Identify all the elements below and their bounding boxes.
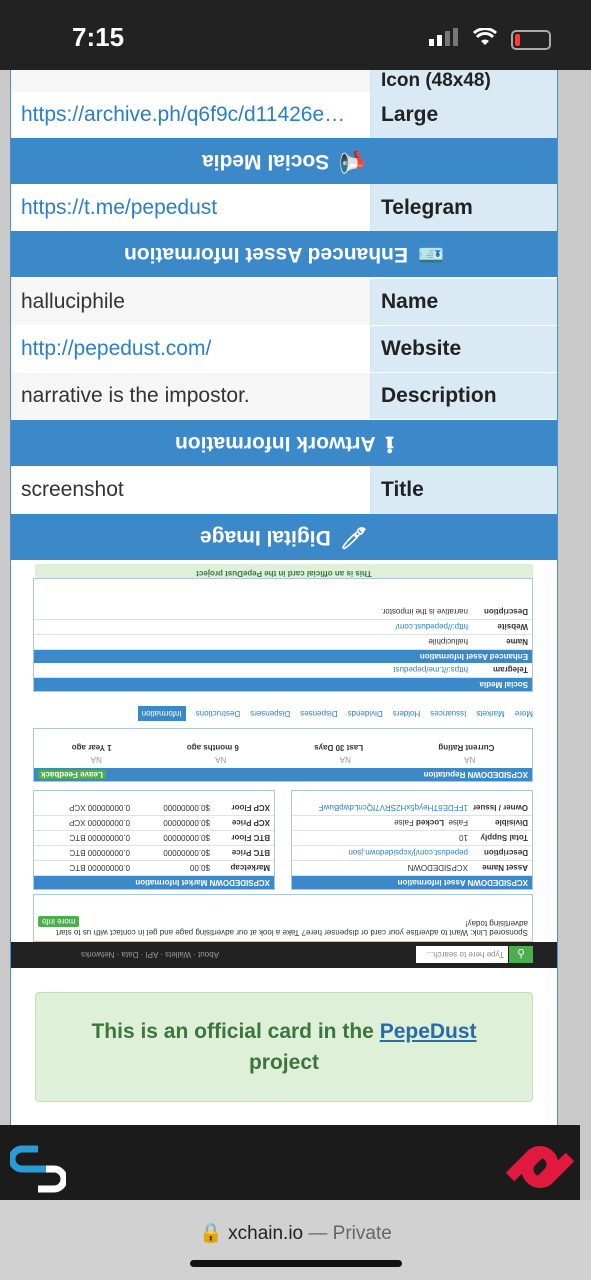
mini-key: Name bbox=[506, 637, 528, 647]
digital-image-title: Digital Image bbox=[200, 526, 332, 549]
mini-asset-key: Description bbox=[483, 848, 528, 858]
mini-market-val: $0.00 bbox=[189, 863, 210, 873]
mini-key: Description bbox=[483, 607, 528, 617]
official-card-notice bbox=[35, 992, 533, 1102]
info-icon: ℹ bbox=[385, 431, 394, 455]
mini-asset-info bbox=[291, 790, 533, 890]
mini-market-key: BTC Floor bbox=[231, 833, 270, 843]
artwork-header bbox=[11, 420, 557, 466]
mini-sponsored-box bbox=[33, 894, 533, 942]
mini-tabs bbox=[35, 704, 533, 724]
megaphone-icon: 📢 bbox=[339, 150, 366, 173]
title-value: screenshot bbox=[11, 466, 371, 514]
mini-reputation bbox=[33, 728, 533, 782]
artwork-bottom-strip bbox=[0, 1125, 580, 1200]
mini-details bbox=[33, 578, 533, 692]
large-link[interactable]: https://archive.ph/q6f9c/d11426e… bbox=[21, 103, 346, 126]
mini-rating: NA bbox=[464, 755, 476, 765]
description-label: Description bbox=[371, 373, 557, 419]
mini-val: https://t.me/pepedust bbox=[393, 665, 468, 675]
mini-market-val: 0.00000000 XCP bbox=[69, 803, 130, 813]
home-indicator[interactable] bbox=[190, 1260, 402, 1267]
official-suffix: project bbox=[248, 1051, 319, 1074]
mini-market-key: Marketcap bbox=[230, 863, 270, 873]
mini-market-val: $0.00000000 bbox=[163, 848, 210, 858]
social-media-header bbox=[11, 138, 557, 184]
mini-market-val: $0.00000000 bbox=[163, 833, 210, 843]
mini-tab[interactable]: More bbox=[514, 709, 533, 719]
mini-reputation-title: XCPSIDEDOWN Reputation bbox=[423, 770, 528, 779]
mini-tab[interactable]: Dispensers bbox=[250, 709, 291, 719]
enhanced-asset-title: Enhanced Asset Information bbox=[123, 243, 408, 266]
mini-search-icon[interactable]: ⚲ bbox=[509, 946, 533, 963]
mini-asset-val: False bbox=[448, 818, 468, 828]
battery-icon bbox=[511, 30, 551, 50]
red-logo-icon bbox=[500, 1137, 580, 1202]
mini-val: narrative is the impostor. bbox=[380, 607, 468, 617]
icon-label: Icon (48x48) bbox=[371, 70, 557, 92]
description-value: narrative is the impostor. bbox=[11, 373, 371, 419]
digital-image-header bbox=[11, 514, 557, 560]
mini-feedback-button[interactable]: Leave Feedback bbox=[38, 770, 106, 779]
mini-asset-key: Asset Name bbox=[482, 863, 528, 873]
mini-period: 1 Year ago bbox=[71, 743, 112, 752]
title-row bbox=[11, 466, 557, 514]
website-row bbox=[11, 326, 557, 372]
mini-market-val: 0.00000000 XCP bbox=[69, 818, 130, 828]
pepedust-link[interactable]: PepeDust bbox=[379, 1020, 477, 1043]
mini-search-input[interactable]: Type here to search... bbox=[416, 946, 508, 963]
xchain-logo-icon bbox=[10, 1143, 66, 1200]
mini-key: Telegram bbox=[493, 665, 528, 675]
mini-asset-val: XCPSIDEDOWN bbox=[407, 863, 468, 873]
description-row bbox=[11, 373, 557, 419]
mini-rating: NA bbox=[90, 755, 102, 765]
mini-tab-active[interactable]: Information bbox=[138, 707, 186, 722]
website-label: Website bbox=[371, 326, 557, 372]
mini-sponsored-text: Sponsored Link: Want to advertise your card or dispenser here? Take a look at our advertising page and get in contact with us to start advertising today! bbox=[56, 919, 528, 937]
signal-icon bbox=[429, 28, 459, 51]
status-bar bbox=[0, 0, 591, 70]
mini-market-key: BTC Price bbox=[231, 848, 270, 858]
mini-tab[interactable]: Markets bbox=[476, 709, 505, 719]
official-text: This is an official card in the bbox=[91, 1020, 380, 1043]
mini-market-val: $0.00000000 bbox=[163, 818, 210, 828]
mini-tab[interactable]: Dispenses bbox=[300, 709, 338, 719]
mini-val: halluciphile bbox=[428, 637, 468, 647]
title-label: Title bbox=[371, 466, 557, 514]
mini-rating: NA bbox=[339, 755, 351, 765]
artwork-title: Artwork Information bbox=[174, 432, 376, 455]
icon-row bbox=[11, 70, 557, 92]
mini-asset-val: 1FFDE6THeyq5xH2SRV7fQcnLdwpBuwF bbox=[318, 803, 468, 813]
name-label: Name bbox=[371, 279, 557, 325]
mini-enhanced-title: Enhanced Asset Information bbox=[34, 650, 532, 663]
website-link[interactable]: http://pepedust.com/ bbox=[21, 337, 212, 360]
mini-more-info-button[interactable]: more info bbox=[38, 916, 79, 927]
enhanced-asset-header bbox=[11, 231, 557, 277]
mini-market-key: XCP Floor bbox=[231, 803, 270, 813]
mini-navbar bbox=[11, 942, 557, 968]
mini-asset-val: pepedust.com/j/xcpsidedown.json bbox=[348, 848, 468, 858]
artwork-screenshot bbox=[33, 562, 533, 942]
mini-market-info-title: XCPSIDEDOWN Market Information bbox=[34, 876, 274, 889]
mini-asset-key: Total Supply bbox=[480, 833, 528, 843]
mini-nav-links: About · Wallets · API · Data · Networks bbox=[81, 950, 219, 959]
browser-address-bar[interactable] bbox=[0, 1200, 591, 1280]
social-media-title: Social Media bbox=[202, 150, 330, 173]
large-label: Large bbox=[371, 92, 557, 138]
large-row bbox=[11, 92, 557, 138]
mini-market-val: 0.00000000 BTC bbox=[69, 833, 130, 843]
name-value: halluciphile bbox=[11, 279, 371, 325]
telegram-link[interactable]: https://t.me/pepedust bbox=[21, 195, 218, 219]
mini-val: http://pepedust.com/ bbox=[395, 622, 468, 632]
private-label: — Private bbox=[308, 1223, 392, 1244]
lock-icon: 🔒 bbox=[199, 1223, 223, 1244]
mini-period: 6 months ago bbox=[186, 743, 239, 752]
id-card-icon: 🪪 bbox=[417, 243, 445, 266]
mini-asset-val: 10 bbox=[459, 833, 468, 843]
telegram-row bbox=[11, 184, 557, 231]
name-row bbox=[11, 279, 557, 325]
mini-market-val: $0.00000000 bbox=[163, 803, 210, 813]
mini-tab[interactable]: Issuances bbox=[430, 709, 467, 719]
mini-market-val: 0.00000000 BTC bbox=[69, 863, 130, 873]
mini-rating: NA bbox=[215, 755, 227, 765]
mini-social-title: Social Media bbox=[34, 678, 532, 691]
mini-market-info bbox=[33, 790, 275, 890]
paintbrush-icon: 🖌 bbox=[341, 526, 368, 549]
mini-market-key: XCP Price bbox=[231, 818, 270, 828]
url-domain: xchain.io bbox=[228, 1223, 304, 1244]
mini-asset-key: Locked bbox=[415, 818, 444, 828]
mini-period: Last 30 Days bbox=[314, 743, 364, 752]
mini-tab[interactable]: Dividends bbox=[347, 709, 383, 719]
mini-asset-key: Owner / Issuer bbox=[472, 803, 528, 813]
clock: 7:15 bbox=[72, 22, 125, 52]
mini-tab[interactable]: Holders bbox=[392, 709, 421, 719]
status-icons bbox=[429, 28, 551, 51]
mini-official-note: This is an official card in the PepeDust project bbox=[35, 564, 533, 578]
mini-asset-key: Divisible bbox=[495, 818, 528, 828]
xchain-page bbox=[10, 70, 558, 1126]
telegram-label: Telegram bbox=[371, 184, 557, 231]
mini-market-val: 0.00000000 BTC bbox=[69, 848, 130, 858]
mini-tab[interactable]: Destructions bbox=[195, 709, 241, 719]
wifi-icon bbox=[473, 28, 497, 51]
mini-key: Website bbox=[497, 622, 528, 632]
mini-asset-info-title: XCPSIDEDOWN Asset Information bbox=[292, 876, 532, 889]
mini-asset-val: False bbox=[394, 818, 414, 828]
mini-period: Current Rating bbox=[438, 743, 495, 752]
